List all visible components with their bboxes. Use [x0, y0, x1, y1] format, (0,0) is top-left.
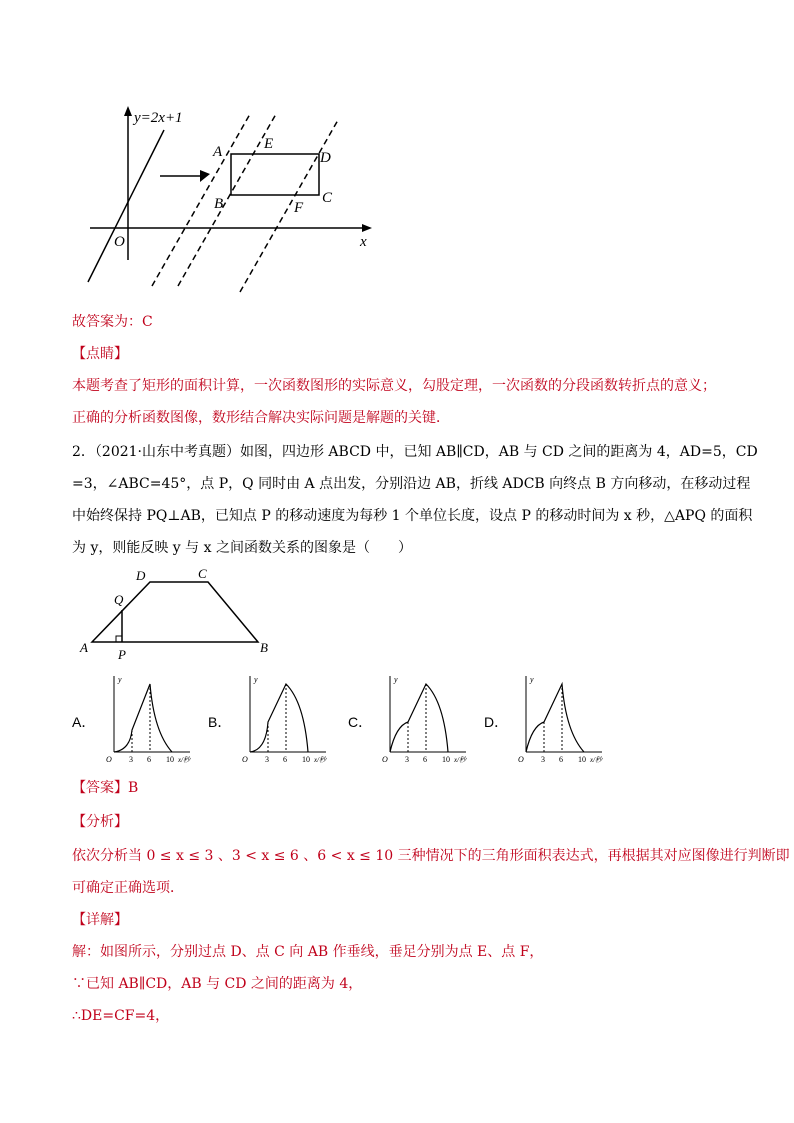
label-F: F	[294, 200, 304, 216]
tick-10: 10	[442, 755, 450, 764]
option-c-graph[interactable]	[374, 672, 470, 768]
tick-6: 6	[559, 755, 563, 764]
option-c-label[interactable]: C．	[348, 714, 373, 730]
option-a-label[interactable]: A．	[72, 714, 96, 730]
tick-10: 10	[578, 755, 586, 764]
label-E: E	[264, 136, 274, 152]
label-A2: A	[80, 640, 88, 655]
label-C2: C	[198, 566, 207, 581]
answer-1: 故答案为：C	[72, 314, 153, 330]
option-d-graph[interactable]	[510, 672, 606, 768]
axis-x: x/秒	[178, 756, 191, 764]
option-a-graph[interactable]	[98, 672, 194, 768]
label-D: D	[320, 150, 331, 166]
axis-y: y	[394, 675, 398, 684]
xiangjie-line-1: 解：如图所示，分别过点 D、点 C 向 AB 作垂线，垂足分别为点 E、点 F，	[72, 944, 544, 960]
dianjing-heading: 【点睛】	[72, 346, 128, 362]
tick-10: 10	[166, 755, 174, 764]
tick-3: 3	[541, 755, 545, 764]
dianjing-line-2: 正确的分析函数图像，数形结合解决实际问题是解题的关键．	[72, 410, 450, 426]
tick-6: 6	[147, 755, 151, 764]
label-A: A	[213, 144, 223, 160]
label-Q: Q	[114, 592, 124, 607]
option-d-label[interactable]: D．	[484, 714, 509, 730]
xiangjie-line-2: ∵已知 AB∥CD，AB 与 CD 之间的距离为 4，	[72, 976, 363, 992]
axis-o: O	[518, 755, 524, 764]
xiangjie-heading: 【详解】	[72, 912, 128, 928]
option-b-graph[interactable]	[234, 672, 330, 768]
q2-line-3: 中始终保持 PQ⊥AB，已知点 P 的移动速度为每秒 1 个单位长度，设点 P 的移动时间为 x 秒，△APQ 的面积	[72, 508, 753, 524]
q2-line-1: 2．（2021·山东中考真题）如图，四边形 ABCD 中，已知 AB∥CD，AB 与 CD 之间的距离为 4，AD=5，CD	[72, 444, 758, 460]
tick-10: 10	[302, 755, 310, 764]
figure-linear-function-rectangle	[80, 100, 380, 300]
axis-x: x/秒	[454, 756, 467, 764]
tick-3: 3	[129, 755, 133, 764]
axis-y: y	[254, 675, 258, 684]
label-O: O	[114, 234, 125, 250]
answer-2	[72, 778, 138, 798]
axis-x: x/秒	[314, 756, 327, 764]
axis-o: O	[106, 755, 112, 764]
tick-3: 3	[405, 755, 409, 764]
fenxi-line-1: 依次分析当 0 ≤ x ≤ 3 、3 < x ≤ 6 、6 < x ≤ 10 三种情况下的三角形面积表达式，再根据其对应图像进行判断即	[72, 848, 790, 864]
answer-heading: 【答案】	[72, 780, 128, 796]
figure-trapezoid	[78, 566, 278, 666]
fn-label: y=2x+1	[134, 110, 183, 126]
tick-3: 3	[265, 755, 269, 764]
fenxi-heading: 【分析】	[72, 814, 128, 830]
tick-6: 6	[283, 755, 287, 764]
answer-value: B	[128, 780, 139, 796]
axis-x: x/秒	[590, 756, 603, 764]
q2-line-2: =3，∠ABC=45°，点 P，Q 同时由 A 点出发，分别沿边 AB，折线 ADCB 向终点 B 方向移动，在移动过程	[72, 476, 751, 492]
axis-o: O	[382, 755, 388, 764]
axis-y: y	[118, 675, 122, 684]
option-b-label[interactable]: B．	[208, 714, 232, 730]
label-B: B	[214, 196, 224, 212]
fenxi-line-2: 可确定正确选项．	[72, 880, 184, 896]
label-P: P	[118, 647, 126, 662]
label-B2: B	[260, 640, 268, 655]
tick-6: 6	[423, 755, 427, 764]
label-D2: D	[136, 568, 146, 583]
dianjing-line-1: 本题考查了矩形的面积计算，一次函数图形的实际意义，勾股定理，一次函数的分段函数转折点的意义；	[72, 378, 716, 394]
axis-o: O	[242, 755, 248, 764]
label-x: x	[360, 234, 367, 250]
xiangjie-line-3: ∴DE=CF=4，	[72, 1008, 170, 1024]
label-C: C	[322, 190, 333, 206]
axis-y: y	[530, 675, 534, 684]
q2-line-4: 为 y，则能反映 y 与 x 之间函数关系的图象是（ ）	[72, 540, 412, 556]
